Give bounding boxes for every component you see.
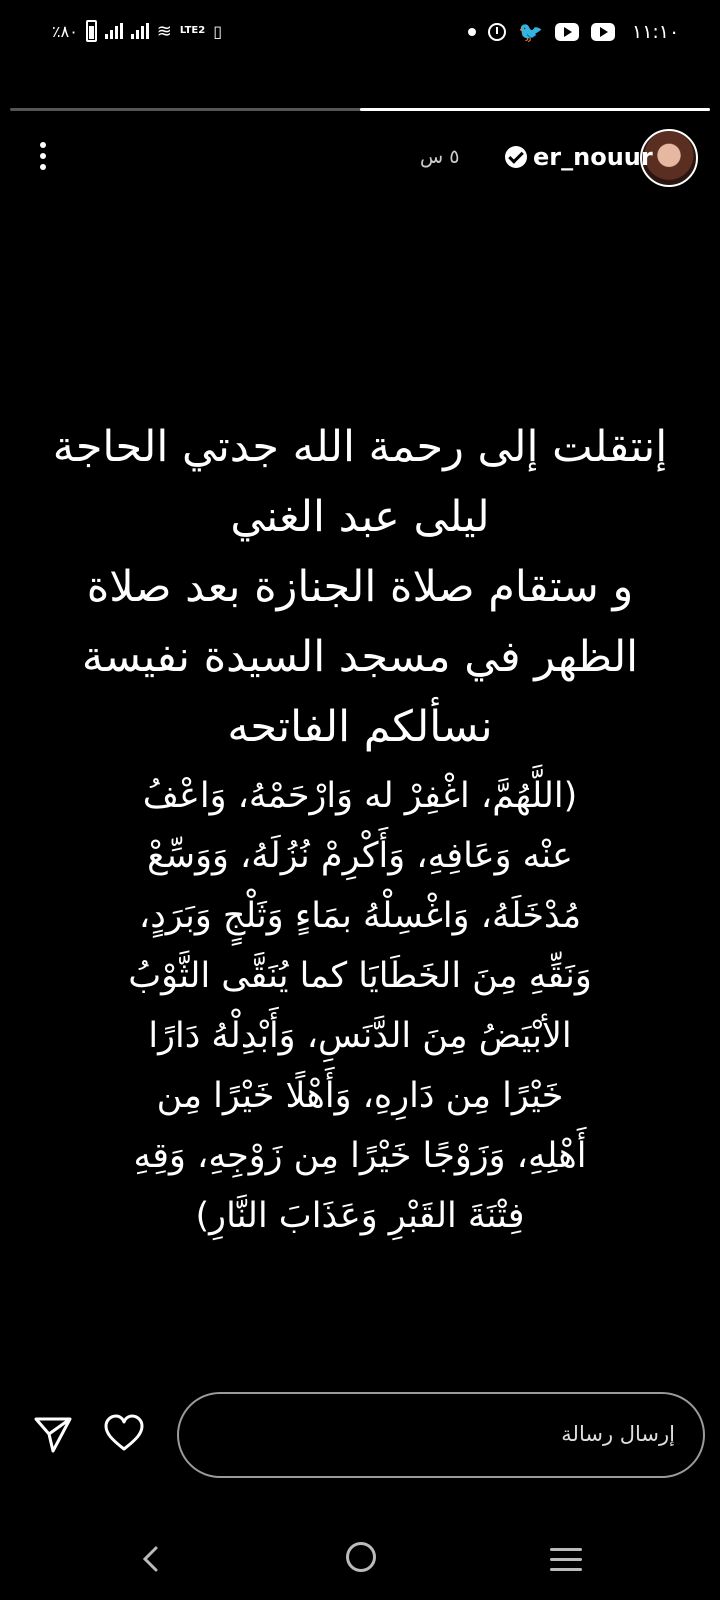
dua-line: وَنَقِّهِ مِنَ الخَطَايَا كما يُنَقَّى الثَّوْبُ bbox=[128, 956, 592, 996]
wifi-icon: ≋ bbox=[156, 20, 172, 42]
announcement-line: الظهر في مسجد السيدة نفيسة bbox=[81, 632, 639, 682]
heart-icon[interactable] bbox=[103, 1413, 145, 1455]
youtube-icon bbox=[591, 23, 615, 41]
signal-icon bbox=[105, 23, 123, 39]
dua-line: عنْه وَعَافِهِ، وَأَكْرِمْ نُزُلَهُ، وَوَسِّعْ bbox=[147, 836, 573, 876]
dua-line: فِتْنَةَ القَبْرِ وَعَذَابَ النَّارِ) bbox=[195, 1196, 525, 1236]
dua-line: خَيْرًا مِن دَارِهِ، وَأَهْلًا خَيْرًا مِن bbox=[156, 1076, 564, 1116]
alarm-icon bbox=[488, 23, 506, 41]
announcement-line: ليلى عبد الغني bbox=[230, 492, 490, 542]
notification-dot-icon bbox=[468, 28, 476, 36]
more-options-icon[interactable] bbox=[40, 142, 48, 170]
story-time-ago: ٥ س bbox=[420, 146, 460, 168]
verified-badge-icon bbox=[505, 146, 527, 168]
story-user[interactable] bbox=[505, 143, 653, 171]
battery-percent: ٪٨٠ bbox=[52, 21, 78, 41]
status-bar bbox=[0, 0, 720, 66]
username[interactable]: er_nouur bbox=[533, 143, 653, 171]
announcement-line: و ستقام صلاة الجنازة بعد صلاة bbox=[86, 562, 634, 612]
youtube-icon bbox=[555, 23, 579, 41]
dua-line: الأبْيَضُ مِنَ الدَّنَسِ، وَأَبْدِلْهُ دَارًا bbox=[148, 1016, 572, 1056]
dua-line: أَهْلِهِ، وَزَوْجًا خَيْرًا مِن زَوْجِهِ، وَقِهِ bbox=[133, 1136, 587, 1176]
status-time: ١١:١٠ bbox=[632, 21, 680, 43]
status-notification-icons bbox=[468, 20, 615, 44]
dua-text bbox=[60, 766, 660, 1246]
signal-icon bbox=[131, 23, 149, 39]
story-progress-bar bbox=[10, 108, 710, 111]
status-left-icons bbox=[52, 20, 222, 42]
story-progress-fill bbox=[360, 108, 710, 111]
dua-line: (اللَّهُمَّ، اغْفِرْ له وَارْحَمْهُ، وَاعْفُ bbox=[142, 776, 578, 816]
home-nav-icon[interactable] bbox=[346, 1542, 376, 1572]
back-nav-icon[interactable] bbox=[138, 1544, 164, 1574]
announcement-line: إنتقلت إلى رحمة الله جدتي الحاجة bbox=[52, 422, 668, 472]
battery-icon bbox=[86, 20, 97, 42]
message-placeholder: إرسال رسالة bbox=[561, 1422, 675, 1446]
twitter-icon: 🐦 bbox=[518, 20, 543, 44]
announcement-line: نسألكم الفاتحه bbox=[227, 702, 493, 752]
network-label: LTE2 bbox=[179, 25, 206, 36]
announcement-text bbox=[30, 412, 690, 762]
vibrate-icon: ▯ bbox=[213, 21, 223, 41]
recents-nav-icon[interactable] bbox=[550, 1548, 582, 1578]
dua-line: مُدْخَلَهُ، وَاغْسِلْهُ بمَاءٍ وَثَلْجٍ وَبَرَدٍ، bbox=[138, 896, 582, 936]
message-input[interactable] bbox=[177, 1392, 705, 1478]
send-icon[interactable] bbox=[32, 1413, 74, 1455]
